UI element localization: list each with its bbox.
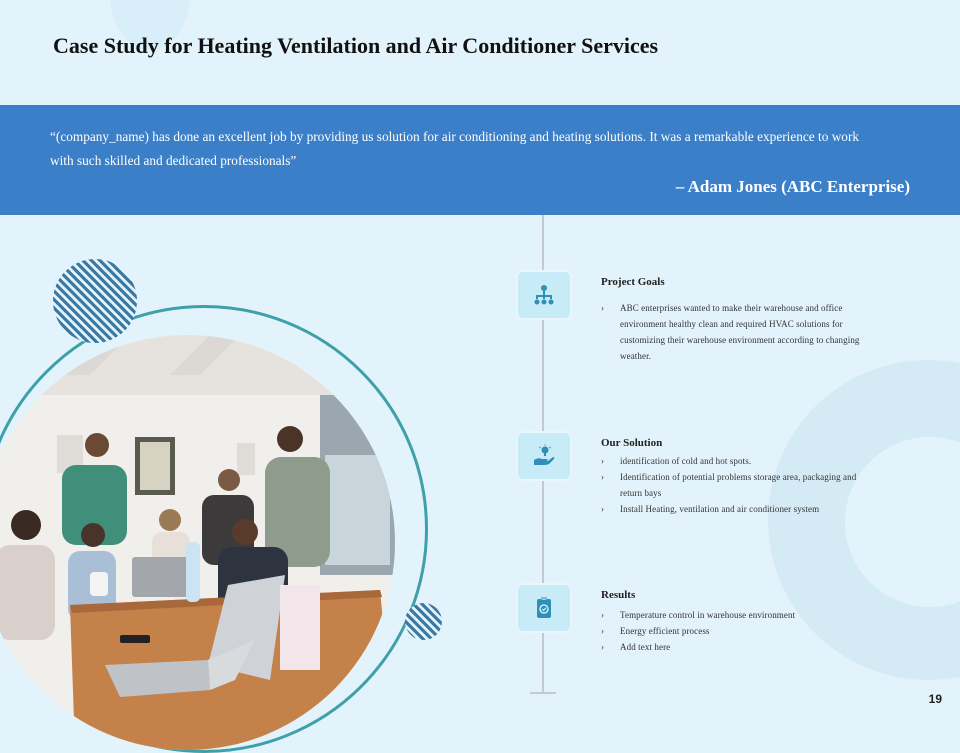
testimonial-quote: “(company_name) has done an excellent job by providing us solution for air conditioning and heating solutions. It was a remarkable experience to work with such skilled and dedicated professionals” [50, 129, 860, 168]
project-goals-icon-box [516, 270, 572, 320]
results-list [601, 607, 881, 655]
list-item: › Temperature control in warehouse environment [601, 607, 881, 623]
list-item: › Identification of potential problems storage area, packaging and return bays [601, 469, 871, 501]
our-solution-list [601, 453, 871, 517]
our-solution-icon-box [516, 431, 572, 481]
striped-circle-decoration [53, 259, 137, 343]
slide-title: Case Study for Heating Ventilation and Air Conditioner Services [53, 33, 659, 58]
list-item: › ABC enterprises wanted to make their warehouse and office environment healthy clean and required HVAC solutions for customizing their warehouse environment according to changing weather. [601, 300, 871, 364]
list-item: › identification of cold and hot spots. [601, 453, 871, 469]
section-title-results: Results [601, 589, 636, 601]
section-title-our-solution: Our Solution [601, 437, 663, 449]
list-item: › Install Heating, ventilation and air conditioner system [601, 501, 871, 517]
list-item: › Energy efficient process [601, 623, 881, 639]
results-icon-box [516, 583, 572, 633]
striped-circle-decoration [405, 603, 442, 640]
hand-lightbulb-icon [532, 444, 556, 468]
page-number: 19 [928, 692, 942, 706]
testimonial-author: – Adam Jones (ABC Enterprise) [675, 177, 910, 196]
section-title-project-goals: Project Goals [601, 276, 665, 288]
clipboard-icon [532, 596, 556, 620]
list-item: › Add text here [601, 639, 881, 655]
hierarchy-icon [532, 283, 556, 307]
project-goals-list [601, 300, 871, 364]
testimonial-banner [0, 105, 960, 215]
timeline-end-cap [530, 692, 556, 694]
